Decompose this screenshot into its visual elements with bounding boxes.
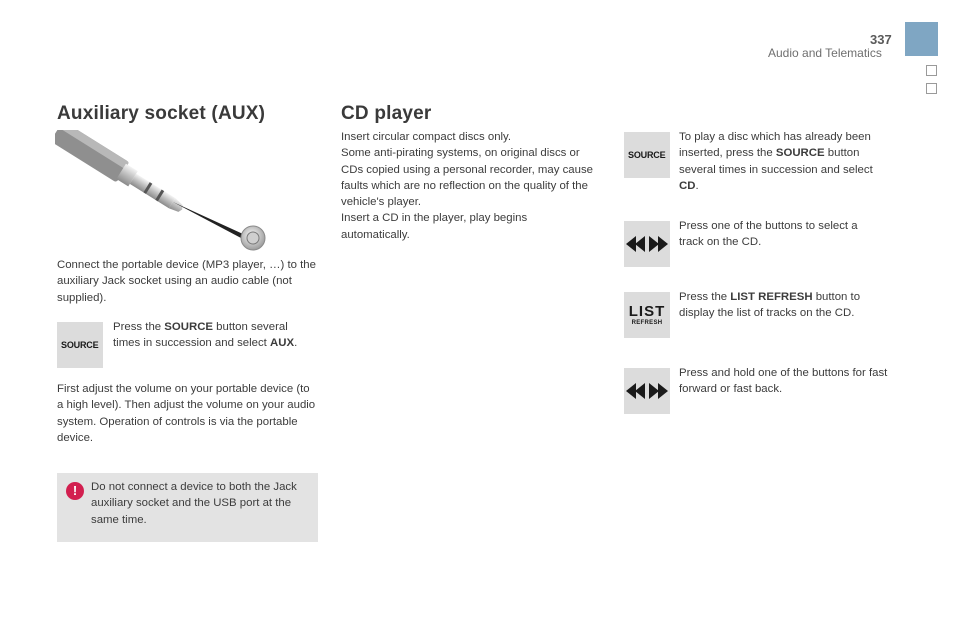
cd-source-button-label: SOURCE: [628, 149, 666, 161]
aux-section-title: Auxiliary socket (AUX): [57, 103, 266, 124]
cd-section-title: CD player: [341, 103, 432, 124]
cd-seek-instruction: Press and hold one of the buttons for fast forward or fast back.: [679, 367, 888, 396]
source-button-label: SOURCE: [61, 339, 99, 351]
track-buttons-tile: [624, 221, 670, 267]
list-refresh-button-label: LIST REFRESH: [628, 303, 666, 326]
warning-icon: !: [66, 482, 84, 500]
cd-source-button-tile: [624, 132, 670, 178]
page-number: 337: [870, 32, 892, 47]
rewind-forward-icon: [625, 234, 669, 254]
aux-volume-text: First adjust the volume on your portable device (to a high level). Then adjust the volume on your audio system. Operation of controls is via the portable device.: [57, 383, 316, 444]
cd-intro-text: Insert circular compact discs only. Some anti-pirating systems, on original discs or CDs copied using a personal recorder, may cause faults which are no reflection on the quality of the vehicle's player. Insert a CD in the player, play begins automatically.: [341, 131, 593, 241]
aux-source-instruction: Press the SOURCE button several times in succession and select AUX.: [113, 321, 298, 350]
fast-rewind-forward-icon: [625, 381, 669, 401]
cd-list-instruction: Press the LIST REFRESH button to display the list of tracks on the CD.: [679, 291, 861, 320]
source-button-tile: [57, 322, 103, 368]
jack-plug-icon: [55, 130, 275, 255]
section-tab: [905, 22, 938, 56]
nav-box-icon: [926, 83, 937, 94]
nav-box-icon: [926, 65, 937, 76]
cd-play-instruction: To play a disc which has already been inserted, press the SOURCE button several times in succession and select CD.: [679, 131, 873, 192]
warning-text: Do not connect a device to both the Jack auxiliary socket and the USB port at the same time.: [91, 481, 297, 526]
section-name: Audio and Telematics: [768, 46, 882, 60]
list-refresh-button-tile: [624, 292, 670, 338]
seek-buttons-tile: [624, 368, 670, 414]
cd-track-instruction: Press one of the buttons to select a track on the CD.: [679, 220, 858, 249]
aux-connect-text: Connect the portable device (MP3 player, …) to the auxiliary Jack socket using an audio cable (not supplied).: [57, 259, 316, 304]
